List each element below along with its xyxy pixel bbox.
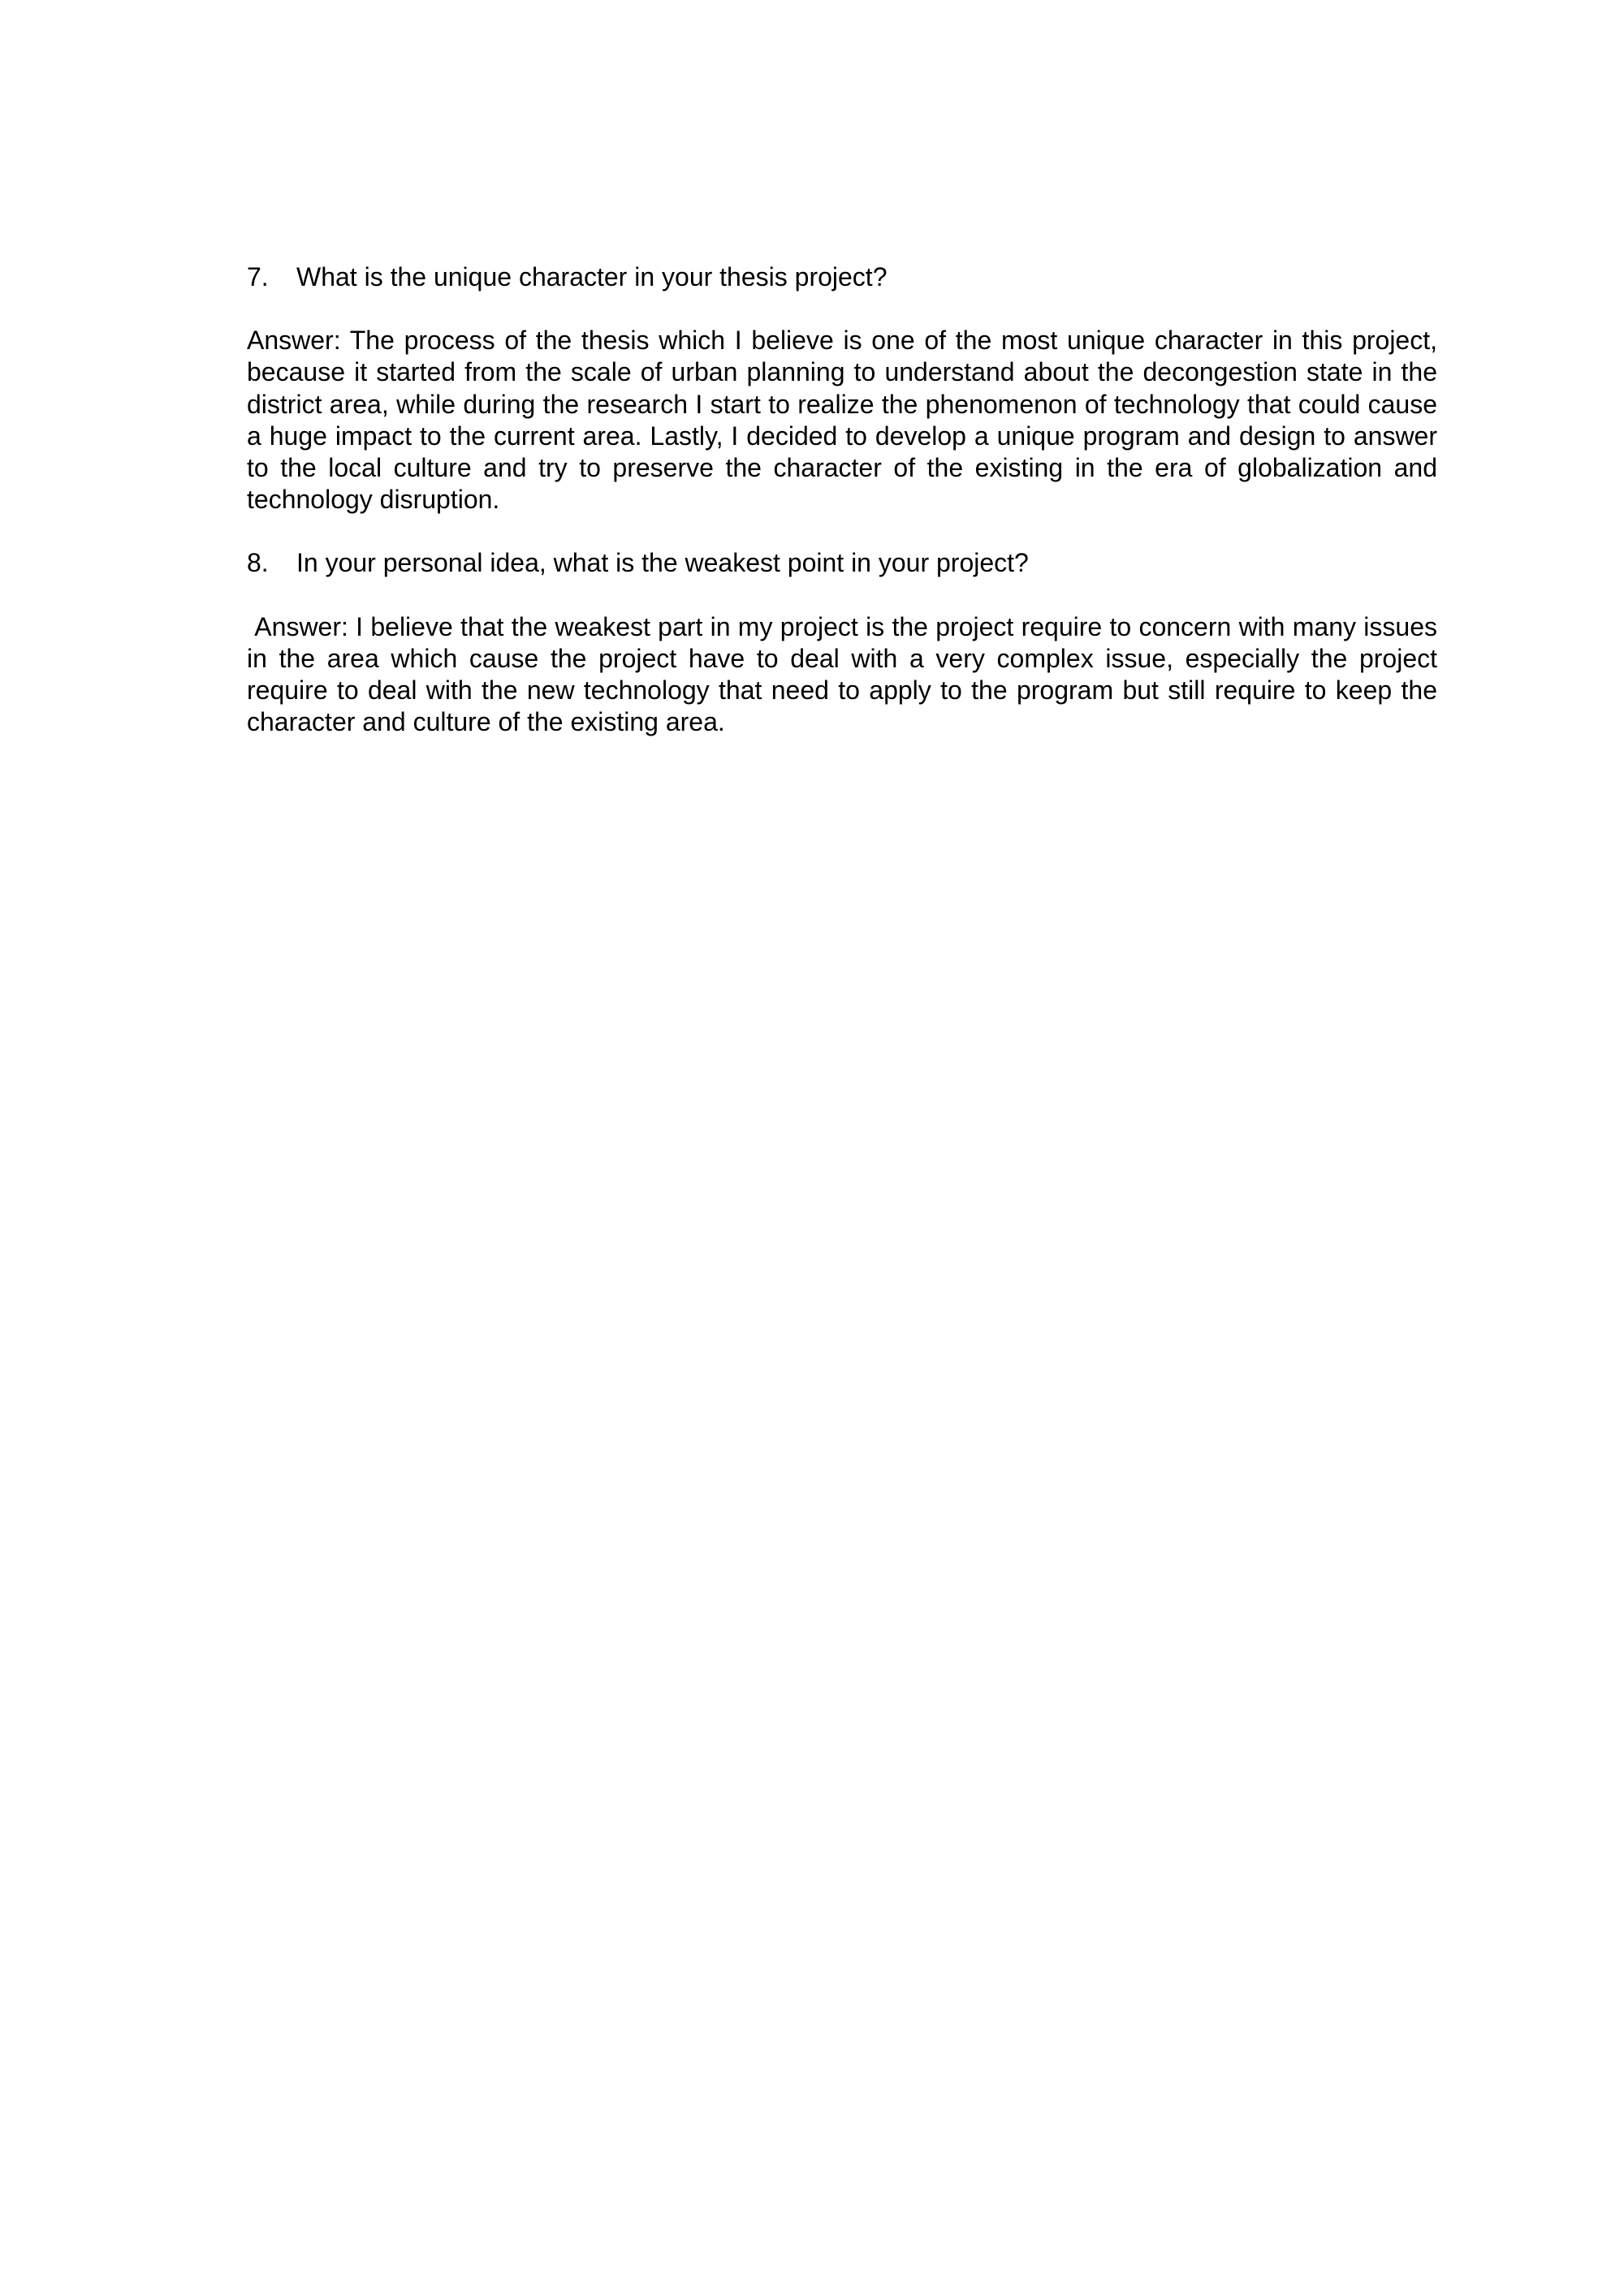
- question-text: What is the unique character in your thesis project?: [296, 262, 888, 291]
- question-7: [247, 261, 1437, 293]
- question-number: 7.: [247, 262, 269, 291]
- question-text: In your personal idea, what is the weakest point in your project?: [296, 548, 1029, 578]
- answer-7: Answer: The process of the thesis which I believe is one of the most unique character in this project, because it started from the scale of urban planning to understand about the decongestion state in the district area, while during the research I start to realize the phenomenon of technology that could cause a huge impact to the current area. Lastly, I decided to develop a unique program and design to answer to the local culture and try to preserve the character of the existing in the era of globalization and technology disruption.: [247, 326, 1437, 515]
- question-number: 8.: [247, 548, 269, 578]
- question-8: [247, 547, 1437, 579]
- answer-8: Answer: I believe that the weakest part in my project is the project require to concern with many issues in the area which cause the project have to deal with a very complex issue, especially the project require to deal with the new technology that need to apply to the program but still require to keep the character and culture of the existing area.: [247, 611, 1445, 737]
- document-body: [247, 261, 1445, 738]
